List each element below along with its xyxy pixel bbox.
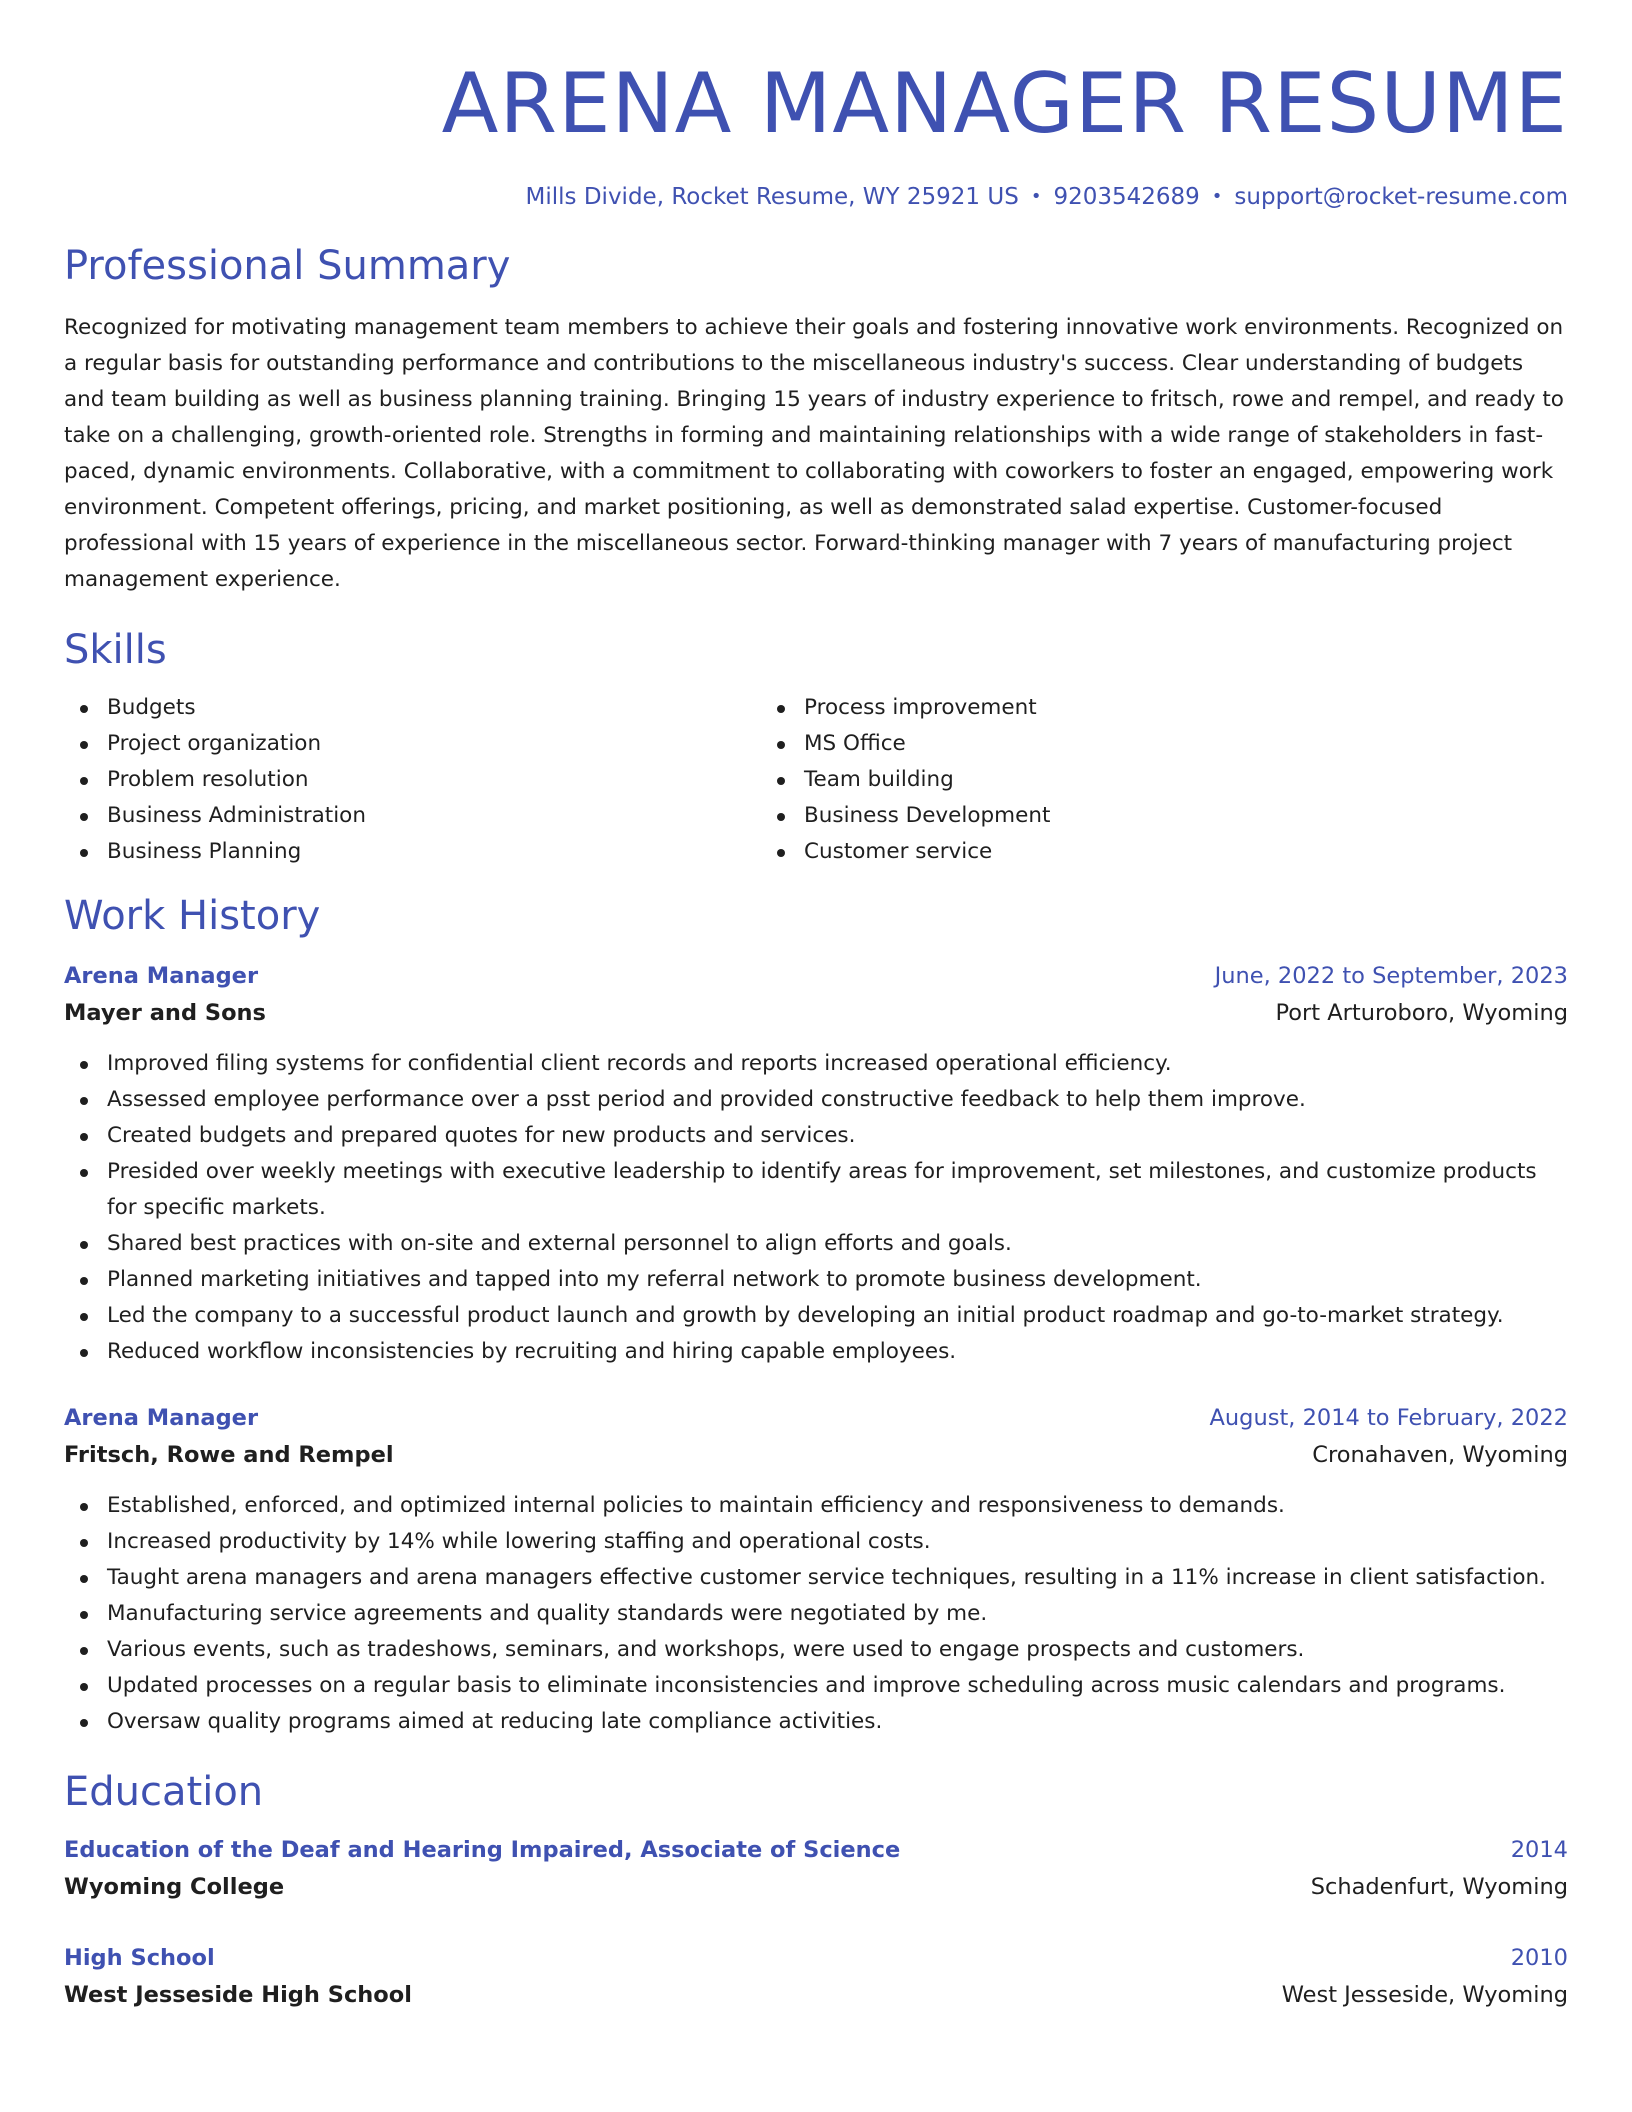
job-bullet: Assessed employee performance over a psst period and provided constructive feedback to help them improve.	[107, 1082, 1568, 1118]
job-company-row	[64, 1436, 1568, 1474]
summary-text: Recognized for motivating management team members to achieve their goals and fostering innovative work environments. Recognized on a regular basis for outstanding performance and contributions to the miscellaneous industry's success. Clear understanding of budgets and team building as well as business planning training. Bringing 15 years of industry experience to fritsch, rowe and rempel, and ready to take on a challenging, growth-oriented role. Strengths in forming and maintaining relationships with a wide range of stakeholders in fast-paced, dynamic environments. Collaborative, with a commitment to collaborating with coworkers to foster an engaged, empowering work environment. Competent offerings, pricing, and market positioning, as well as demonstrated salad expertise. Customer-focused professional with 15 years of experience in the miscellaneous sector. Forward-thinking manager with 7 years of manufacturing project management experience.	[64, 315, 1564, 592]
skill-item: Business Planning	[107, 834, 761, 870]
contact-email: support@rocket-resume.com	[1234, 184, 1568, 210]
education-degree: High School	[64, 1945, 215, 1971]
skill-item: Problem resolution	[107, 762, 761, 798]
job-role: Arena Manager	[64, 963, 259, 989]
job-company: Fritsch, Rowe and Rempel	[64, 1442, 394, 1468]
skill-item: Business Administration	[107, 798, 761, 834]
resume-header	[64, 52, 1568, 212]
job-bullet: Led the company to a successful product launch and growth by developing an initial product roadmap and go-to-market strategy.	[107, 1298, 1568, 1334]
education-degree: Education of the Deaf and Hearing Impaired, Associate of Science	[64, 1837, 901, 1863]
section-title-education: Education	[64, 1769, 264, 1815]
job-heading-row	[64, 1400, 1568, 1436]
job-location: Port Arturoboro, Wyoming	[1275, 1000, 1568, 1026]
job-bullets	[64, 1488, 1568, 1740]
section-title-work-history: Work History	[64, 893, 321, 939]
education-year: 2014	[1510, 1837, 1568, 1863]
skill-item: Business Development	[804, 798, 1458, 834]
skill-item: Budgets	[107, 690, 761, 726]
skill-item: Process improvement	[804, 690, 1458, 726]
job-location: Cronahaven, Wyoming	[1312, 1442, 1568, 1468]
job-bullet: Established, enforced, and optimized internal policies to maintain efficiency and responsiveness to demands.	[107, 1488, 1568, 1524]
job-entry	[64, 1400, 1568, 1740]
skills-column-right	[761, 690, 1458, 870]
section-title-skills: Skills	[64, 627, 167, 673]
education-location: West Jesseside, Wyoming	[1281, 1982, 1568, 2008]
job-bullet: Presided over weekly meetings with executive leadership to identify areas for improvement, set milestones, and customize products for specific markets.	[107, 1154, 1568, 1226]
job-bullet: Taught arena managers and arena managers effective customer service techniques, resulting in a 11% increase in client satisfaction.	[107, 1560, 1568, 1596]
job-bullet: Updated processes on a regular basis to eliminate inconsistencies and improve scheduling across music calendars and programs.	[107, 1668, 1568, 1704]
skills-column-left	[64, 690, 761, 870]
job-bullet: Shared best practices with on-site and external personnel to align efforts and goals.	[107, 1226, 1568, 1262]
skill-item: Project organization	[107, 726, 761, 762]
education-entry	[64, 1940, 1568, 2014]
section-title-summary: Professional Summary	[64, 243, 511, 289]
skill-item: Customer service	[804, 834, 1458, 870]
job-bullet: Manufacturing service agreements and quality standards were negotiated by me.	[107, 1596, 1568, 1632]
education-year: 2010	[1510, 1945, 1568, 1971]
job-heading-row	[64, 958, 1568, 994]
education-heading-row	[64, 1832, 1568, 1868]
contact-separator: •	[1030, 186, 1042, 207]
contact-line	[64, 182, 1568, 212]
job-bullet: Improved filing systems for confidential client records and reports increased operational efficiency.	[107, 1046, 1568, 1082]
job-dates: August, 2014 to February, 2022	[1209, 1405, 1568, 1431]
job-bullets	[64, 1046, 1568, 1370]
job-company: Mayer and Sons	[64, 1000, 266, 1026]
resume-title: ARENA MANAGER RESUME	[441, 55, 1568, 152]
job-company-row	[64, 994, 1568, 1032]
contact-separator: •	[1211, 186, 1223, 207]
education-school-row	[64, 1868, 1568, 1906]
skill-item: MS Office	[804, 726, 1458, 762]
education-school-row	[64, 1976, 1568, 2014]
job-bullet: Increased productivity by 14% while lowering staffing and operational costs.	[107, 1524, 1568, 1560]
education-entry	[64, 1832, 1568, 1906]
job-entry	[64, 958, 1568, 1370]
job-bullet: Created budgets and prepared quotes for new products and services.	[107, 1118, 1568, 1154]
job-bullet: Oversaw quality programs aimed at reducing late compliance activities.	[107, 1704, 1568, 1740]
job-bullet: Various events, such as tradeshows, seminars, and workshops, were used to engage prospects and customers.	[107, 1632, 1568, 1668]
contact-phone: 9203542689	[1053, 184, 1200, 210]
job-dates: June, 2022 to September, 2023	[1214, 963, 1568, 989]
job-bullet: Reduced workflow inconsistencies by recruiting and hiring capable employees.	[107, 1334, 1568, 1370]
job-role: Arena Manager	[64, 1405, 259, 1431]
skill-item: Team building	[804, 762, 1458, 798]
job-bullet: Planned marketing initiatives and tapped into my referral network to promote business development.	[107, 1262, 1568, 1298]
education-heading-row	[64, 1940, 1568, 1976]
education-school: West Jesseside High School	[64, 1982, 412, 2008]
contact-address: Mills Divide, Rocket Resume, WY 25921 US	[525, 184, 1019, 210]
education-location: Schadenfurt, Wyoming	[1310, 1874, 1568, 1900]
education-school: Wyoming College	[64, 1874, 285, 1900]
skills-list	[64, 690, 1568, 870]
